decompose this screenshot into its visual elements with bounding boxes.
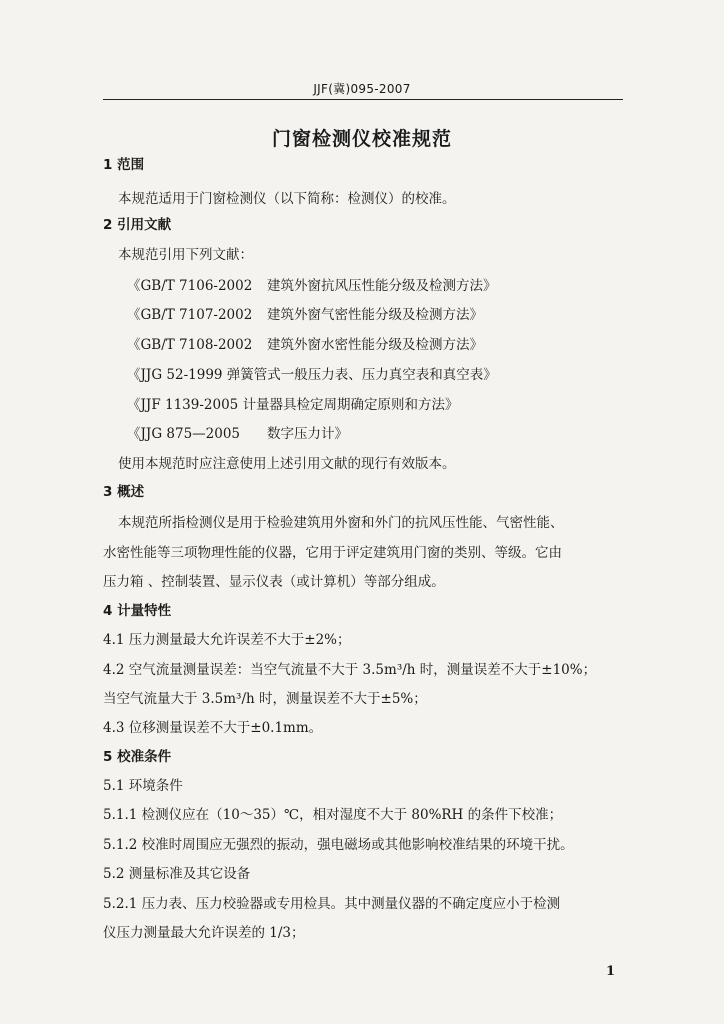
section-heading-overview: 3 概述: [103, 484, 145, 500]
section-heading-metrology: 4 计量特性: [103, 603, 172, 619]
section-heading-references: 2 引用文献: [103, 217, 172, 233]
reference-name: 计量器具检定周期确定原则和方法》: [242, 397, 459, 413]
references-intro: 本规范引用下列文献：: [118, 247, 253, 263]
section-heading-scope: 1 范围: [103, 157, 145, 173]
reference-item: [127, 306, 483, 324]
header-divider: [103, 99, 623, 100]
reference-code: 《GB/T 7108-2002: [127, 337, 253, 353]
scope-text: 本规范适用于门窗检测仪（以下简称：检测仪）的校准。: [118, 191, 456, 207]
reference-name: 数字压力计》: [267, 426, 348, 442]
calibration-line: 5.2 测量标准及其它设备: [103, 866, 251, 882]
calibration-line: 仪压力测量最大允许误差的 1/3；: [103, 925, 305, 941]
metrology-line: 4.2 空气流量测量误差：当空气流量不大于 3.5m³/h 时，测量误差不大于±10%；: [103, 662, 597, 678]
reference-code: 《GB/T 7106-2002: [127, 278, 253, 294]
overview-line: 水密性能等三项物理性能的仪器，它用于评定建筑用门窗的类别、等级。它由: [103, 545, 562, 561]
page-number: 1: [606, 964, 616, 979]
reference-code: 《JJG 875—2005: [127, 426, 241, 442]
reference-item: [127, 366, 497, 384]
calibration-line: 5.1.1 检测仪应在（10～35）℃，相对湿度不大于 80%RH 的条件下校准；: [103, 807, 563, 823]
reference-code: 《JJG 52-1999: [127, 367, 223, 383]
references-note: 使用本规范时应注意使用上述引用文献的现行有效版本。: [118, 456, 456, 472]
document-title: 门窗检测仪校准规范: [271, 128, 452, 150]
reference-name: 建筑外窗气密性能分级及检测方法》: [267, 307, 483, 323]
reference-name: 建筑外窗水密性能分级及检测方法》: [267, 337, 483, 353]
calibration-line: 5.2.1 压力表、压力校验器或专用检具。其中测量仪器的不确定度应小于检测: [103, 896, 561, 912]
calibration-line: 5.1 环境条件: [103, 778, 183, 794]
standard-code: JJF(冀)095-2007: [313, 82, 411, 96]
reference-code: 《JJF 1139-2005: [127, 397, 239, 413]
reference-item: [127, 396, 459, 414]
reference-code: 《GB/T 7107-2002: [127, 307, 253, 323]
reference-item: [127, 425, 348, 443]
reference-item: [127, 336, 483, 354]
reference-name: 建筑外窗抗风压性能分级及检测方法》: [267, 278, 497, 294]
section-heading-calibration: 5 校准条件: [103, 749, 172, 765]
calibration-line: 5.1.2 校准时周围应无强烈的振动，强电磁场或其他影响校准结果的环境干扰。: [103, 837, 574, 853]
metrology-line: 4.3 位移测量误差不大于±0.1mm。: [103, 720, 323, 736]
overview-line: 本规范所指检测仪是用于检验建筑用外窗和外门的抗风压性能、气密性能、: [118, 515, 564, 531]
reference-name: 弹簧管式一般压力表、压力真空表和真空表》: [226, 367, 497, 383]
reference-item: [127, 277, 497, 295]
overview-line: 压力箱 、控制装置、显示仪表（或计算机）等部分组成。: [103, 574, 445, 590]
metrology-line: 4.1 压力测量最大允许误差不大于±2%；: [103, 632, 351, 648]
metrology-line: 当空气流量大于 3.5m³/h 时，测量误差不大于±5%；: [103, 691, 427, 707]
